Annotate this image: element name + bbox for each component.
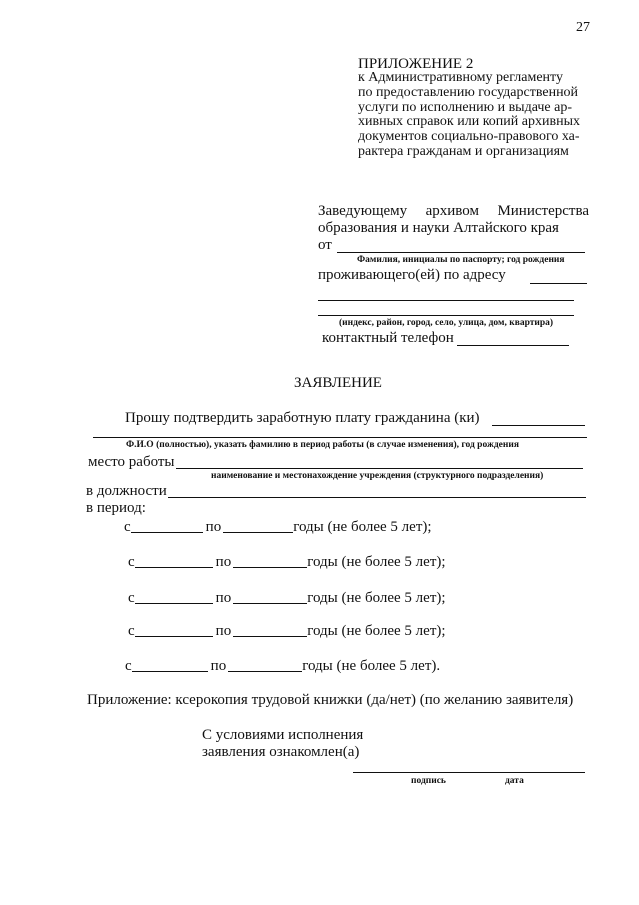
signature-line[interactable] (353, 772, 585, 773)
appendix-line: рактера гражданам и организациям (358, 143, 569, 159)
period-to-label: по (215, 623, 232, 639)
ack-line1: С условиями исполнения (202, 727, 364, 743)
appendix-line: по предоставлению государственной (358, 84, 579, 100)
period-from-blank[interactable] (132, 657, 208, 672)
residing-label: проживающего(ей) по адресу (318, 267, 506, 283)
period-from-blank[interactable] (135, 553, 213, 568)
period-to-blank[interactable] (223, 518, 293, 533)
date-label: дата (505, 776, 524, 786)
period-row (128, 553, 446, 571)
period-to-blank[interactable] (233, 589, 307, 604)
period-from-label: с (128, 554, 135, 570)
ack-line2: заявления ознакомлен(а) (202, 744, 360, 760)
attachment-text: Приложение: ксерокопия трудовой книжки (да/нет) (по желанию заявителя) (87, 692, 574, 708)
document-heading: ЗАЯВЛЕНИЕ (294, 375, 382, 391)
appendix-text (358, 71, 580, 160)
period-suffix: годы (не более 5 лет); (293, 519, 432, 535)
phone-line[interactable] (457, 345, 569, 346)
period-row (128, 589, 446, 607)
from-label: от (318, 237, 332, 253)
workplace-hint: наименование и местонахождение учреждения (структурного подразделения) (211, 471, 544, 481)
period-to-label: по (210, 658, 227, 674)
workplace-label: место работы (88, 454, 175, 470)
period-from-blank[interactable] (131, 518, 203, 533)
addressee-line2: образования и науки Алтайского края (318, 220, 559, 236)
period-row (124, 518, 432, 536)
workplace-line[interactable] (176, 468, 583, 469)
request-text: Прошу подтвердить заработную плату гражданина (ки) (125, 410, 480, 426)
citizen-line-2[interactable] (93, 437, 587, 438)
period-from-blank[interactable] (135, 589, 213, 604)
appendix-line: хивных справок или копий архивных (358, 114, 580, 130)
appendix-line: к Административному регламенту (358, 70, 563, 85)
address-line-2[interactable] (318, 300, 574, 301)
period-from-label: с (124, 519, 131, 535)
appendix-line: документов социально-правового ха- (358, 129, 580, 145)
period-from-label: с (128, 590, 135, 606)
phone-label: контактный телефон (322, 330, 454, 346)
position-label: в должности (86, 483, 167, 499)
period-label: в период: (86, 500, 146, 516)
address-line-3[interactable] (318, 315, 574, 316)
signature-label: подпись (411, 776, 446, 786)
period-to-blank[interactable] (228, 657, 302, 672)
from-line[interactable] (337, 252, 585, 253)
period-from-label: с (128, 623, 135, 639)
period-from-label: с (125, 658, 132, 674)
period-suffix: годы (не более 5 лет); (307, 554, 446, 570)
page-number: 27 (576, 20, 590, 35)
appendix-line: услуги по исполнению и выдаче ар- (358, 99, 572, 115)
period-to-label: по (215, 590, 232, 606)
position-line[interactable] (168, 497, 586, 498)
period-from-blank[interactable] (135, 622, 213, 637)
period-to-label: по (215, 554, 232, 570)
period-suffix: годы (не более 5 лет); (307, 623, 446, 639)
period-row (125, 657, 440, 675)
period-to-blank[interactable] (233, 553, 307, 568)
appendix-title: ПРИЛОЖЕНИЕ 2 (358, 56, 474, 72)
period-to-blank[interactable] (233, 622, 307, 637)
address-hint: (индекс, район, город, село, улица, дом, квартира) (339, 318, 554, 328)
address-line-1[interactable] (530, 283, 587, 284)
period-suffix: годы (не более 5 лет); (307, 590, 446, 606)
period-to-label: по (205, 519, 222, 535)
period-row (128, 622, 446, 640)
from-hint: Фамилия, инициалы по паспорту; год рождения (357, 255, 565, 265)
period-suffix: годы (не более 5 лет). (302, 658, 441, 674)
fio-hint: Ф.И.О (полностью), указать фамилию в период работы (в случае изменения), год рождения (126, 440, 519, 450)
addressee-line1: Заведующему архивом Министерства (318, 203, 589, 219)
citizen-line-1[interactable] (492, 425, 585, 426)
